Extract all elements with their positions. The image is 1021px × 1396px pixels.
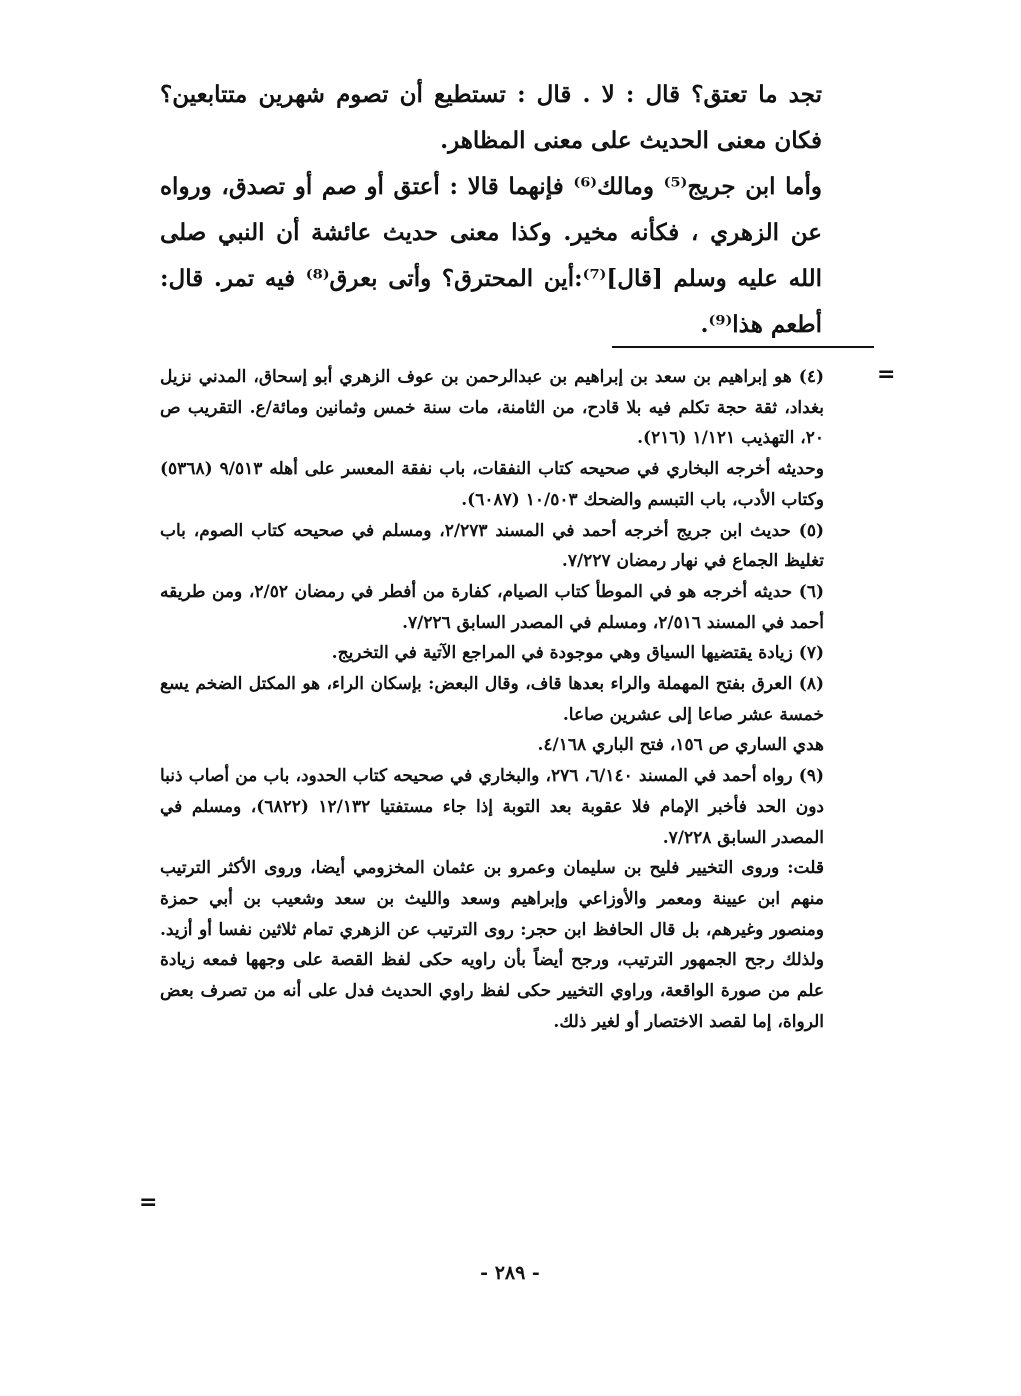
continuation-mark-bottom: = [139, 1190, 158, 1215]
footnote: (٤) هو إبراهيم بن سعد بن إبراهيم بن عبدالرحمن بن عوف الزهري أبو إسحاق، المدني نزيل بغداد، ثقة حجة تكلم فيه بلا قادح، من الثامنة، مات سنة خمس وثمانين ومائة/ع. التقريب ص ٢٠، التهذيب ١/١٢١ (٢١٦). [160, 367, 824, 449]
footnote: قلت: وروى التخيير فليح بن سليمان وعمرو بن عثمان المخزومي أيضا، وروى الأكثر الترتيب منهم ابن عيينة ومعمر والأوزاعي وإبراهيم وسعد والليث بن سعد وشعيب بن أبي حمزة ومنصور وغيرهم، بل قال الحافظ ابن حجر: روى الترتيب عن الزهري تمام ثلاثين نفسا أو أزيد. ولذلك رجح الجمهور الترتيب، ورجح أيضاً بأن راويه حكى لفظ القصة على وجهها فمعه زيادة علم من صورة الواقعة، وراوي التخيير حكى لفظ راوي الحديث فدل على أنه من تصرف بعض الرواة، إما لقصد الاختصار أو لغير ذلك. [160, 858, 824, 1032]
footnote: (٥) حديث ابن جريج أخرجه أحمد في المسند ٢/٢٧٣، ومسلم في صحيحه كتاب الصوم، باب تغليظ الجماع في نهار رمضان ٧/٢٢٧. [160, 520, 824, 572]
footnote: (٦) حديثه أخرجه هو في الموطأ كتاب الصيام، كفارة من أفطر في رمضان ٢/٥٢، ومن طريقه أحمد في المسند ٢/٥١٦، ومسلم في المصدر السابق ٧/٢٢٦. [160, 581, 824, 633]
footnote-separator [612, 346, 874, 348]
main-text [160, 72, 822, 348]
main-paragraph: تجد ما تعتق؟ قال : لا . قال : تستطيع أن تصوم شهرين متتابعين؟ فكان معنى الحديث على معنى المظاهر. [160, 81, 822, 154]
footnote: هدي الساري ص ١٥٦، فتح الباري ٤/١٦٨. [537, 735, 824, 756]
footnote: وحديثه أخرجه البخاري في صحيحه كتاب النفقات، باب نفقة المعسر على أهله ٩/٥١٣ (٥٣٦٨) وكتاب الأدب، باب التبسم والضحك ١٠/٥٠٣ (٦٠٨٧). [160, 459, 824, 510]
footnotes [160, 362, 824, 1037]
footnote: (٩) رواه أحمد في المسند ٦/١٤٠، ٢٧٦، والبخاري في صحيحه كتاب الحدود، باب من أصاب ذنبا دون الحد فأخبر الإمام فلا عقوبة بعد التوبة إذا جاء مستفتيا ١٢/١٣٢ (٦٨٢٢)، ومسلم في المصدر السابق ٧/٢٢٨. [160, 766, 825, 848]
page-number: - ٢٨٩ - [480, 1262, 540, 1284]
footnote: (٨) العرق بفتح المهملة والراء بعدها قاف، وقال البعض: بإسكان الراء، هو المكتل الضخم يسع خمسة عشر صاعا إلى عشرين صاعا. [160, 674, 824, 725]
main-paragraph: وأما ابن جريج⁽⁵⁾ ومالك⁽⁶⁾ فإنهما قالا : أعتق أو صم أو تصدق، ورواه عن الزهري ، فكأنه مخير. وكذا معنى حديث عائشة أن النبي صلى الله عليه وسلم [قال]⁽⁷⁾:أين المحترق؟ وأتى بعرق⁽⁸⁾ فيه تمر. قال: أطعم هذا⁽⁹⁾. [160, 173, 822, 338]
footnote: (٧) زيادة يقتضيها السياق وهي موجودة في المراجع الآتية في التخريج. [331, 643, 824, 664]
continuation-mark-top: = [877, 362, 896, 387]
